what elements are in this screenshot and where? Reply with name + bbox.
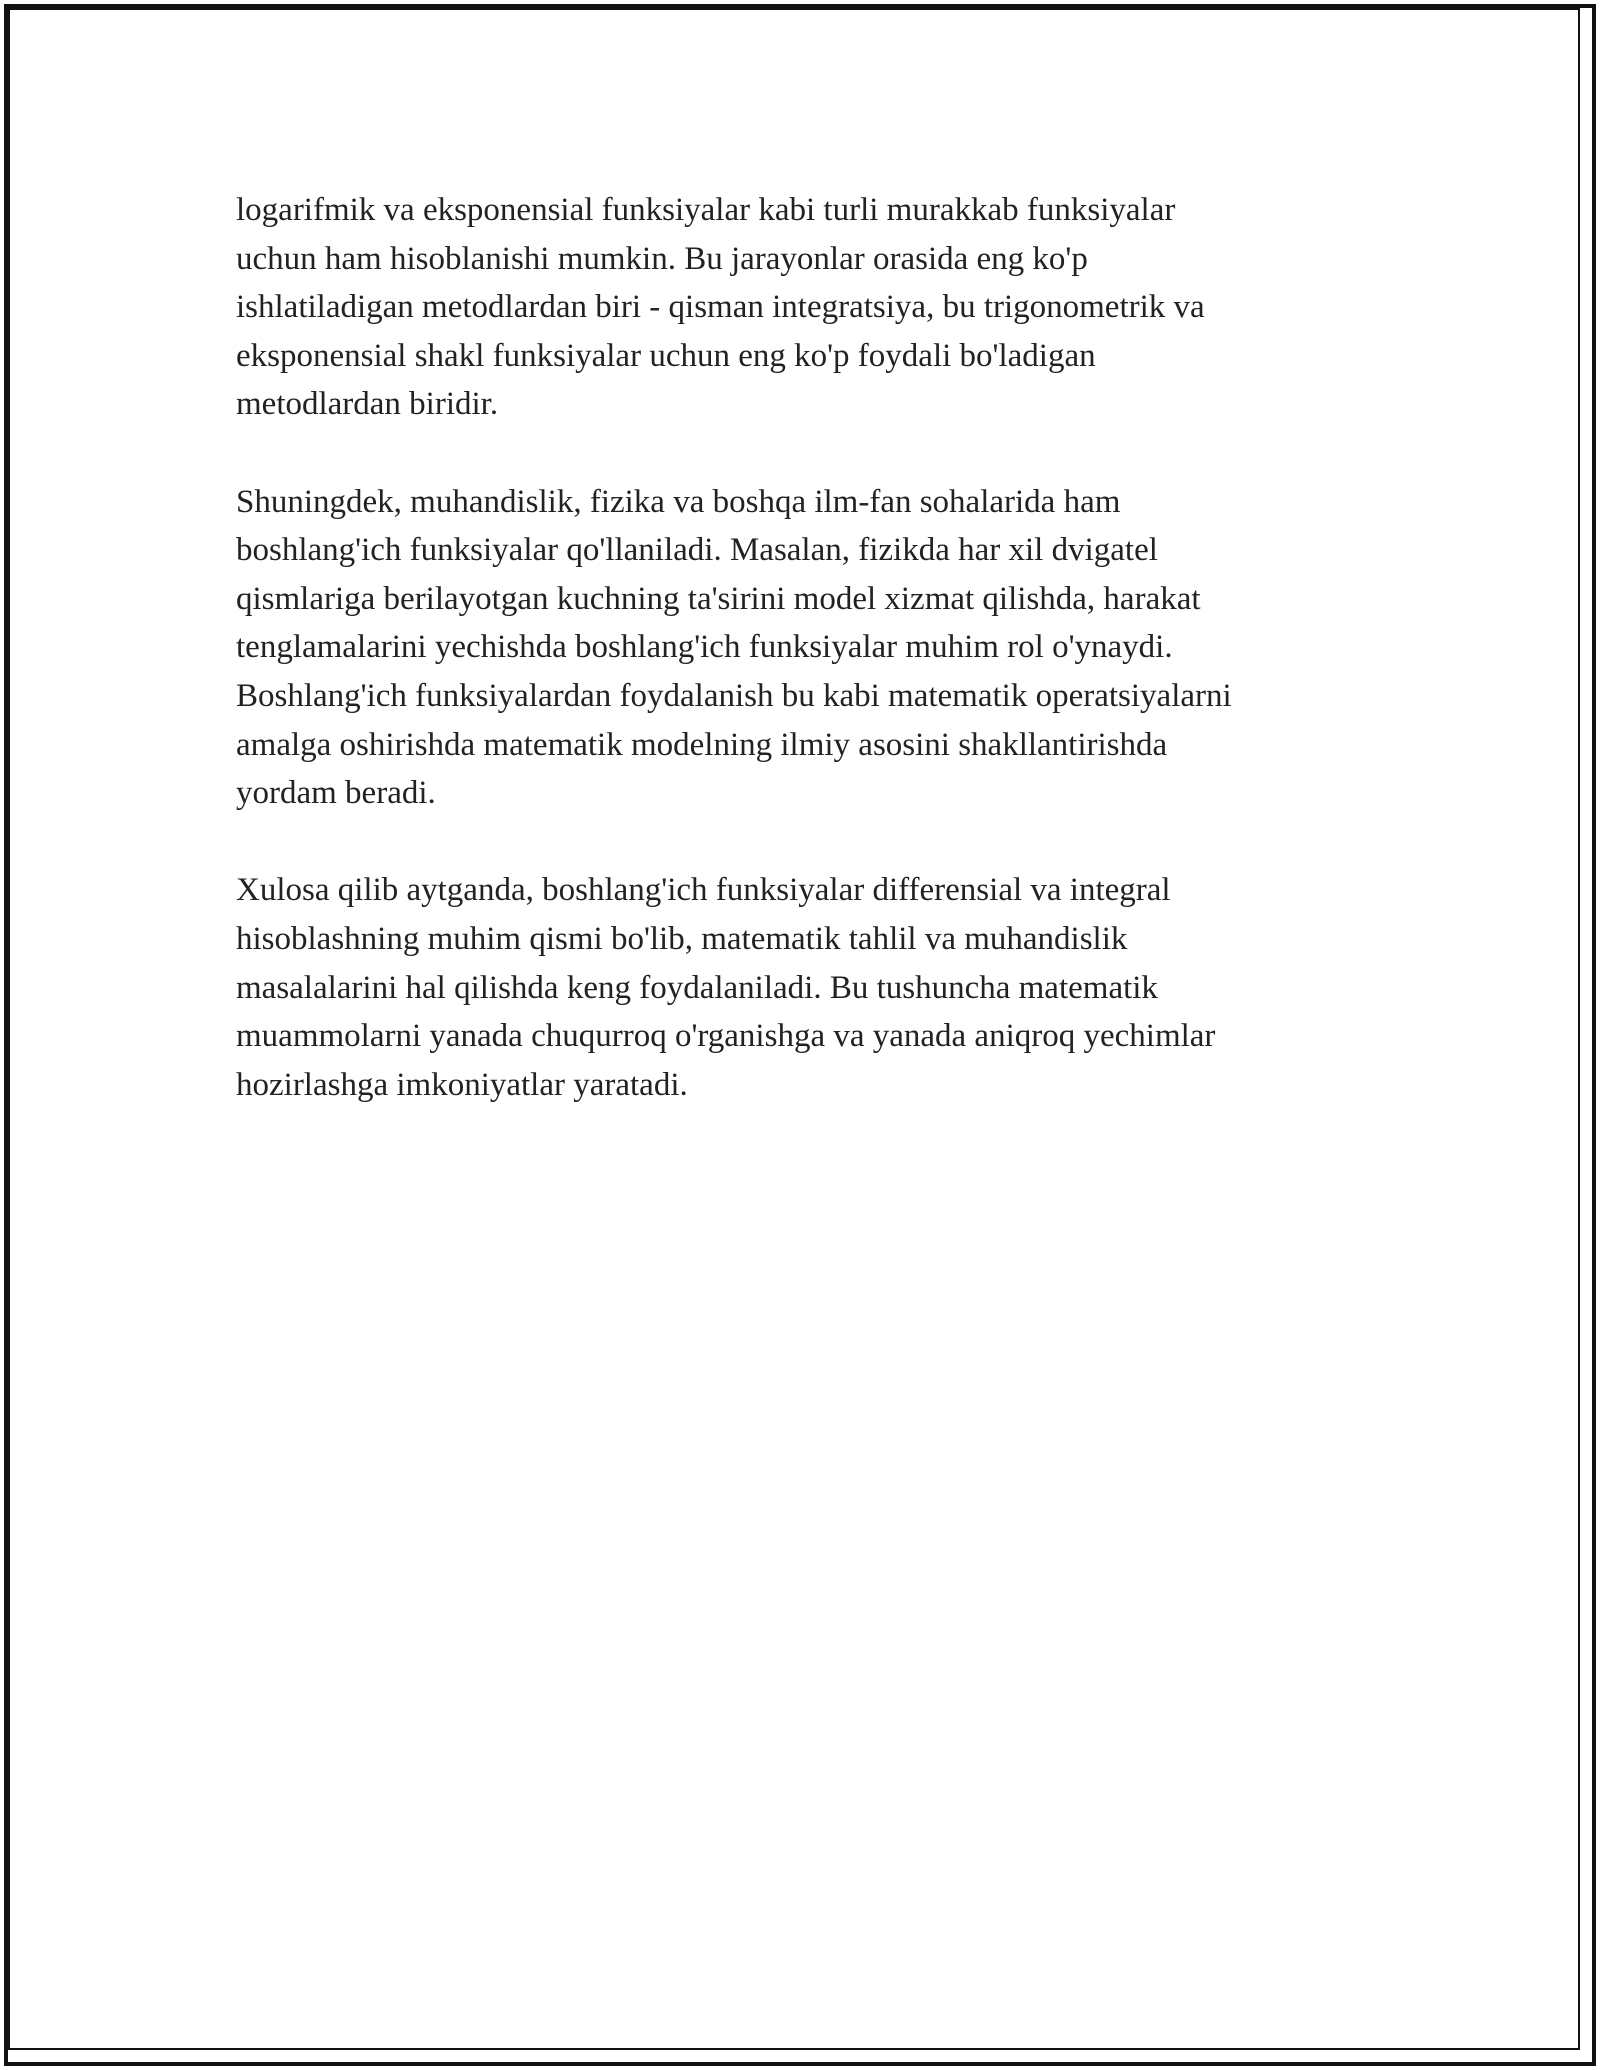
text-line: masalalarini hal qilishda keng foydalaniladi. Bu tushuncha matematik xyxy=(236,969,1158,1006)
paragraph-2 xyxy=(236,478,1366,818)
text-line: Xulosa qilib aytganda, boshlang'ich funksiyalar differensial va integral xyxy=(236,872,1171,909)
text-line: qismlariga berilayotgan kuchning ta'sirini model xizmat qilishda, harakat xyxy=(236,580,1201,617)
text-line: eksponensial shakl funksiyalar uchun eng ko'p foydali bo'ladigan xyxy=(236,337,1096,374)
text-line: tenglamalarini yechishda boshlang'ich funksiyalar muhim rol o'ynaydi. xyxy=(236,629,1173,666)
paragraph-3 xyxy=(236,866,1366,1109)
text-line: hozirlashga imkoniyatlar yaratadi. xyxy=(236,1066,688,1103)
text-line: uchun ham hisoblanishi mumkin. Bu jarayonlar orasida eng ko'p xyxy=(236,240,1088,277)
text-line: metodlardan biridir. xyxy=(236,386,499,423)
paragraph-1 xyxy=(236,186,1366,429)
text-line: ishlatiladigan metodlardan biri - qisman integratsiya, bu trigonometrik va xyxy=(236,289,1205,326)
text-line: hisoblashning muhim qismi bo'lib, matematik tahlil va muhandislik xyxy=(236,920,1128,957)
text-line: boshlang'ich funksiyalar qo'llaniladi. Masalan, fizikda har xil dvigatel xyxy=(236,532,1158,569)
document-body xyxy=(236,186,1366,1158)
text-line: logarifmik va eksponensial funksiyalar kabi turli murakkab funksiyalar xyxy=(236,192,1176,228)
text-line: amalga oshirishda matematik modelning ilmiy asosini shakllantirishda xyxy=(236,726,1168,763)
text-line: Shuningdek, muhandislik, fizika va boshqa ilm-fan sohalarida ham xyxy=(236,483,1121,520)
text-line: Boshlang'ich funksiyalardan foydalanish bu kabi matematik operatsiyalarni xyxy=(236,677,1232,714)
text-line: muammolarni yanada chuqurroq o'rganishga va yanada aniqroq yechimlar xyxy=(236,1018,1216,1055)
text-line: yordam beradi. xyxy=(236,775,436,812)
